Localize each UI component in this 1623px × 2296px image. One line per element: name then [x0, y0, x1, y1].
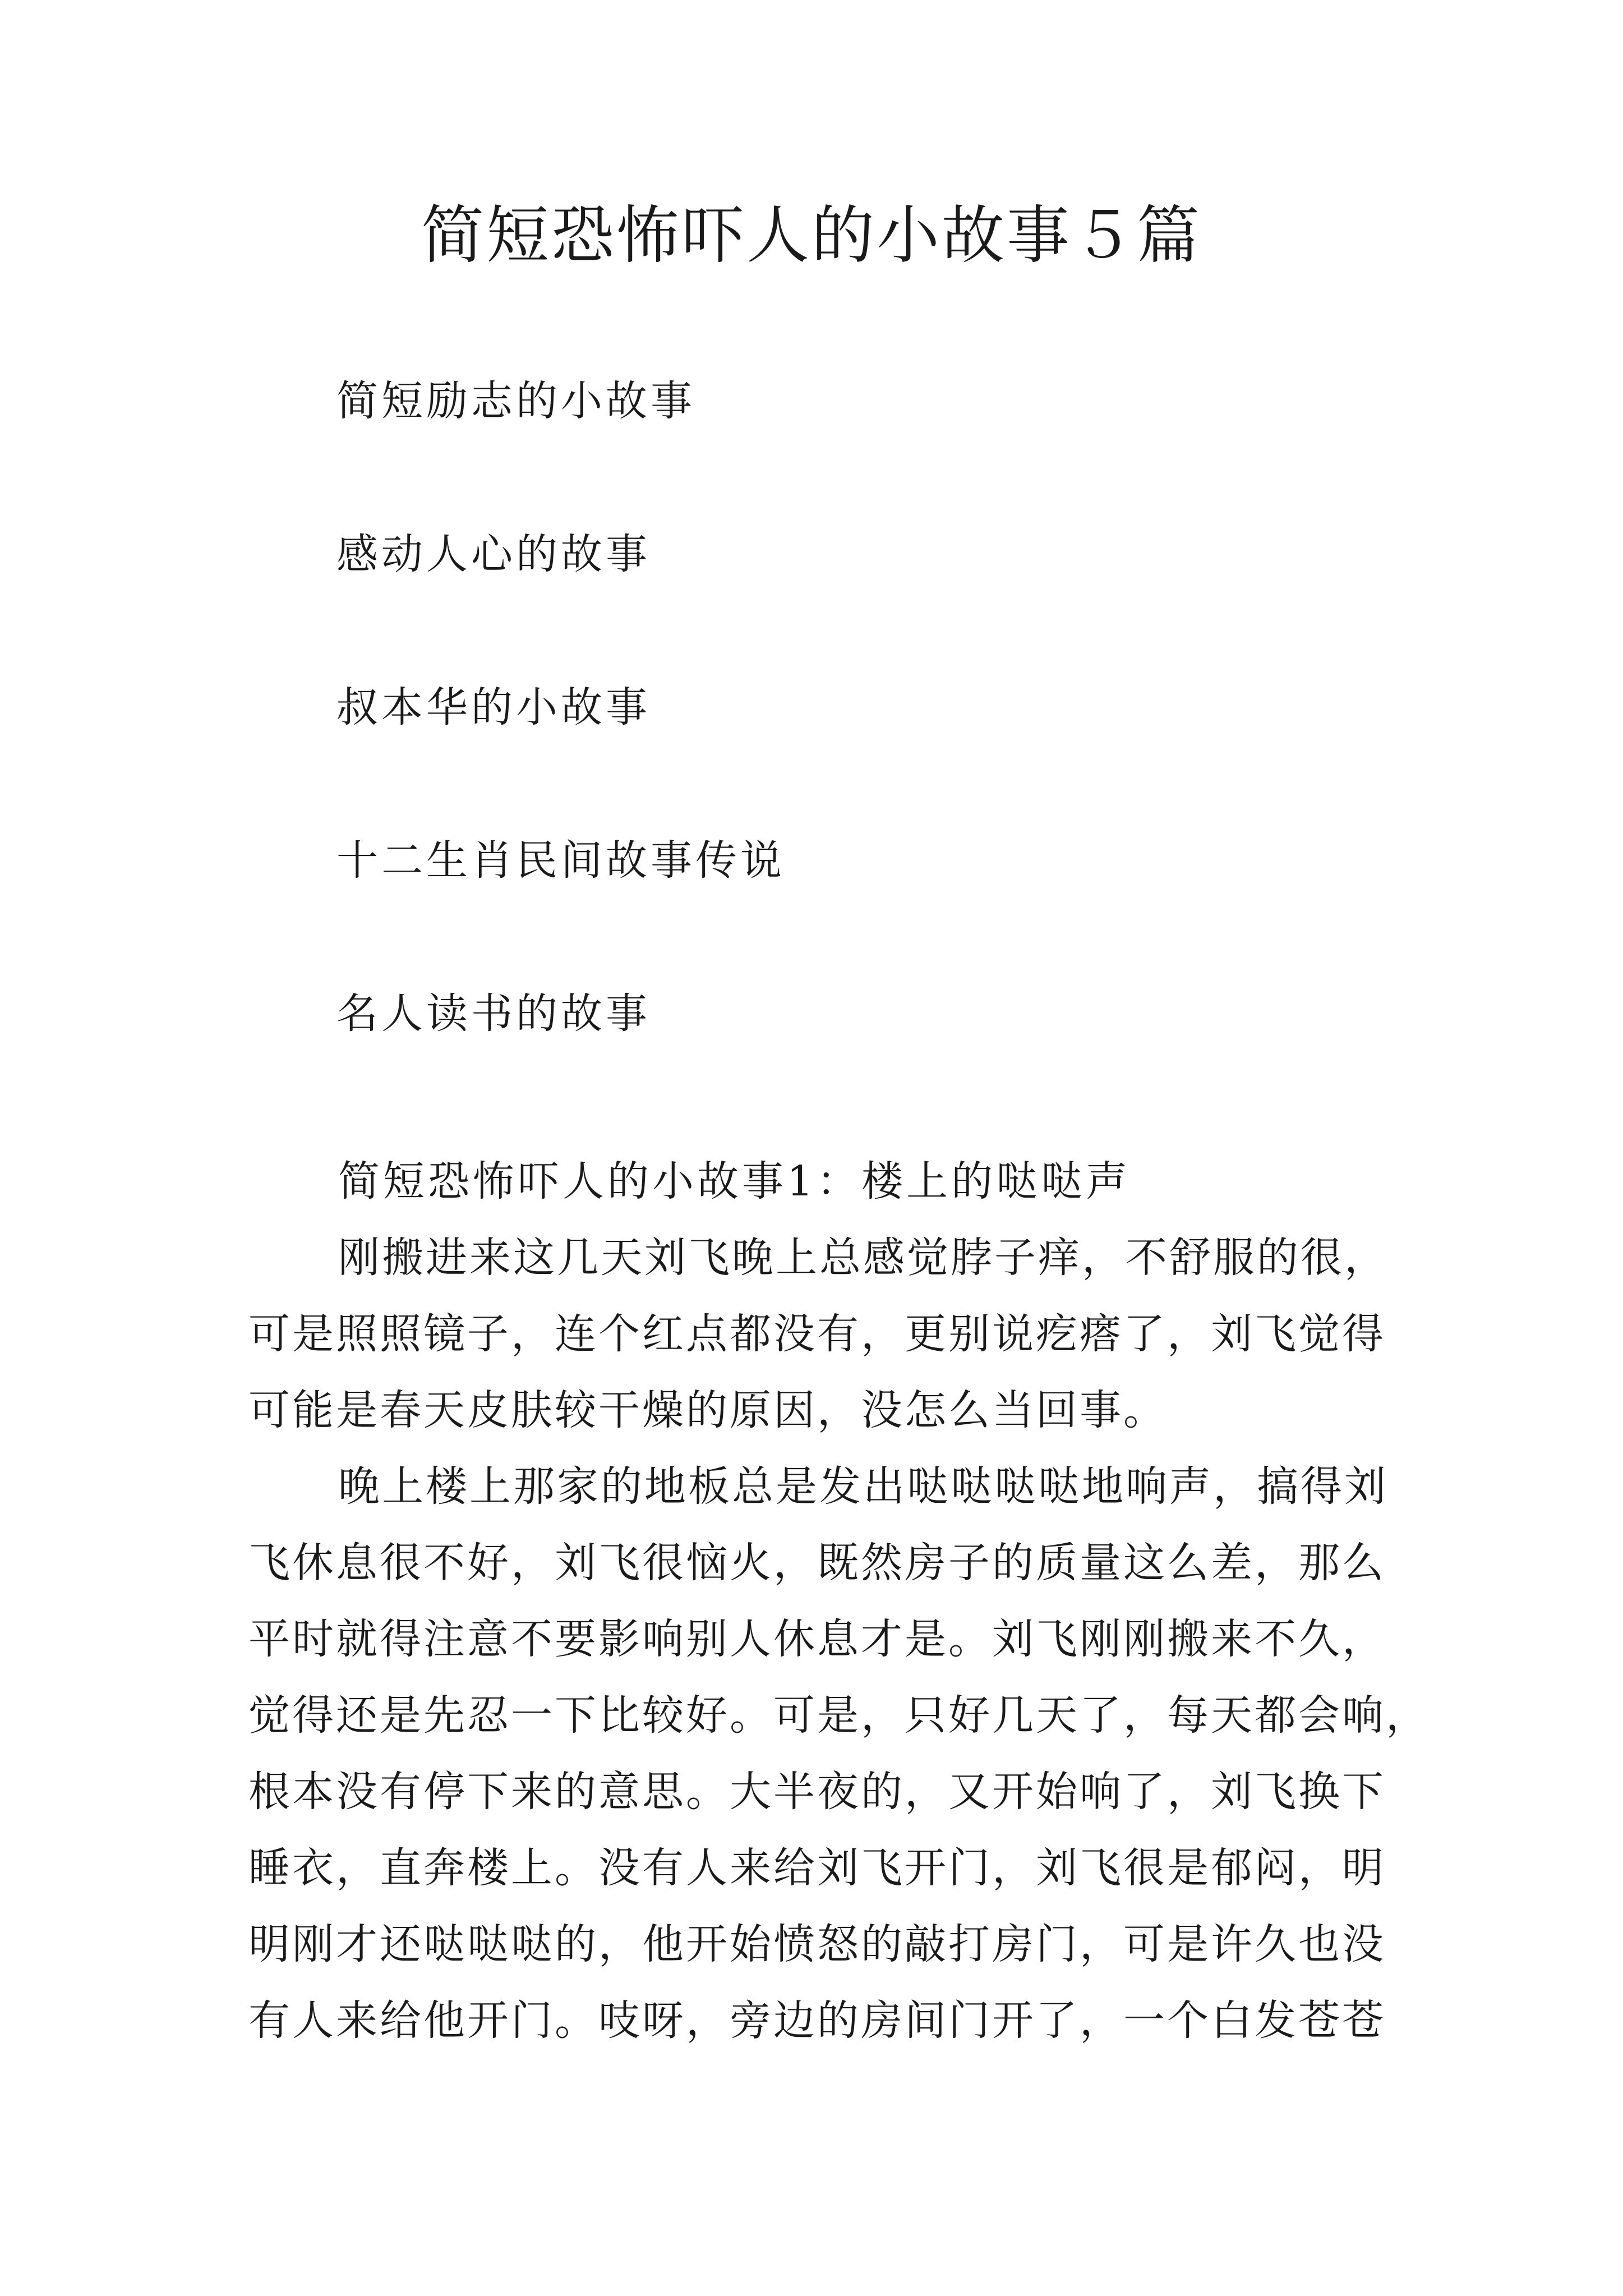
paragraph-line: 刚搬进来这几天刘飞晚上总感觉脖子痒，不舒服的很，: [338, 1234, 1388, 1282]
related-link[interactable]: 叔本华的小故事: [336, 683, 651, 731]
paragraph: [248, 1220, 1387, 1448]
document-title: 简短恐怖吓人的小故事５篇: [421, 199, 1202, 272]
paragraph-line: 可能是春天皮肤较干燥的原因，没怎么当回事。: [248, 1386, 1167, 1434]
paragraph-line: 睡衣，直奔楼上。没有人来给刘飞开门，刘飞很是郁闷，明: [248, 1844, 1386, 1892]
related-link[interactable]: 简短励志的小故事: [336, 377, 695, 425]
paragraph-line: 平时就得注意不要影响别人休息才是。刘飞刚刚搬来不久，: [248, 1615, 1386, 1663]
paragraph-line: 觉得还是先忍一下比较好。可是，只好几天了，每天都会响，: [248, 1691, 1430, 1740]
paragraph-line: 晚上楼上那家的地板总是发出哒哒哒哒地响声，搞得刘: [338, 1462, 1388, 1511]
related-link[interactable]: 名人读书的故事: [336, 990, 651, 1038]
related-links-list: [336, 373, 785, 1139]
related-link[interactable]: 感动人心的故事: [336, 530, 651, 578]
paragraph-line: 有人来给他开门。吱呀，旁边的房间门开了，一个白发苍苍: [248, 1996, 1386, 2045]
story-heading: 简短恐怖吓人的小故事1：楼上的哒哒声: [338, 1157, 1131, 1205]
paragraph-line: 根本没有停下来的意思。大半夜的，又开始响了，刘飞换下: [248, 1768, 1386, 1816]
paragraph: [248, 1448, 1430, 2059]
paragraph-line: 可是照照镜子，连个红点都没有，更别说疙瘩了，刘飞觉得: [248, 1310, 1386, 1358]
paragraph-line: 明刚才还哒哒哒的，他开始愤怒的敲打房门，可是许久也没: [248, 1920, 1386, 1968]
story-section: [248, 1143, 1430, 2059]
related-link[interactable]: 十二生肖民间故事传说: [336, 836, 785, 885]
paragraph-line: 飞休息很不好，刘飞很恼火，既然房子的质量这么差，那么: [248, 1539, 1386, 1587]
